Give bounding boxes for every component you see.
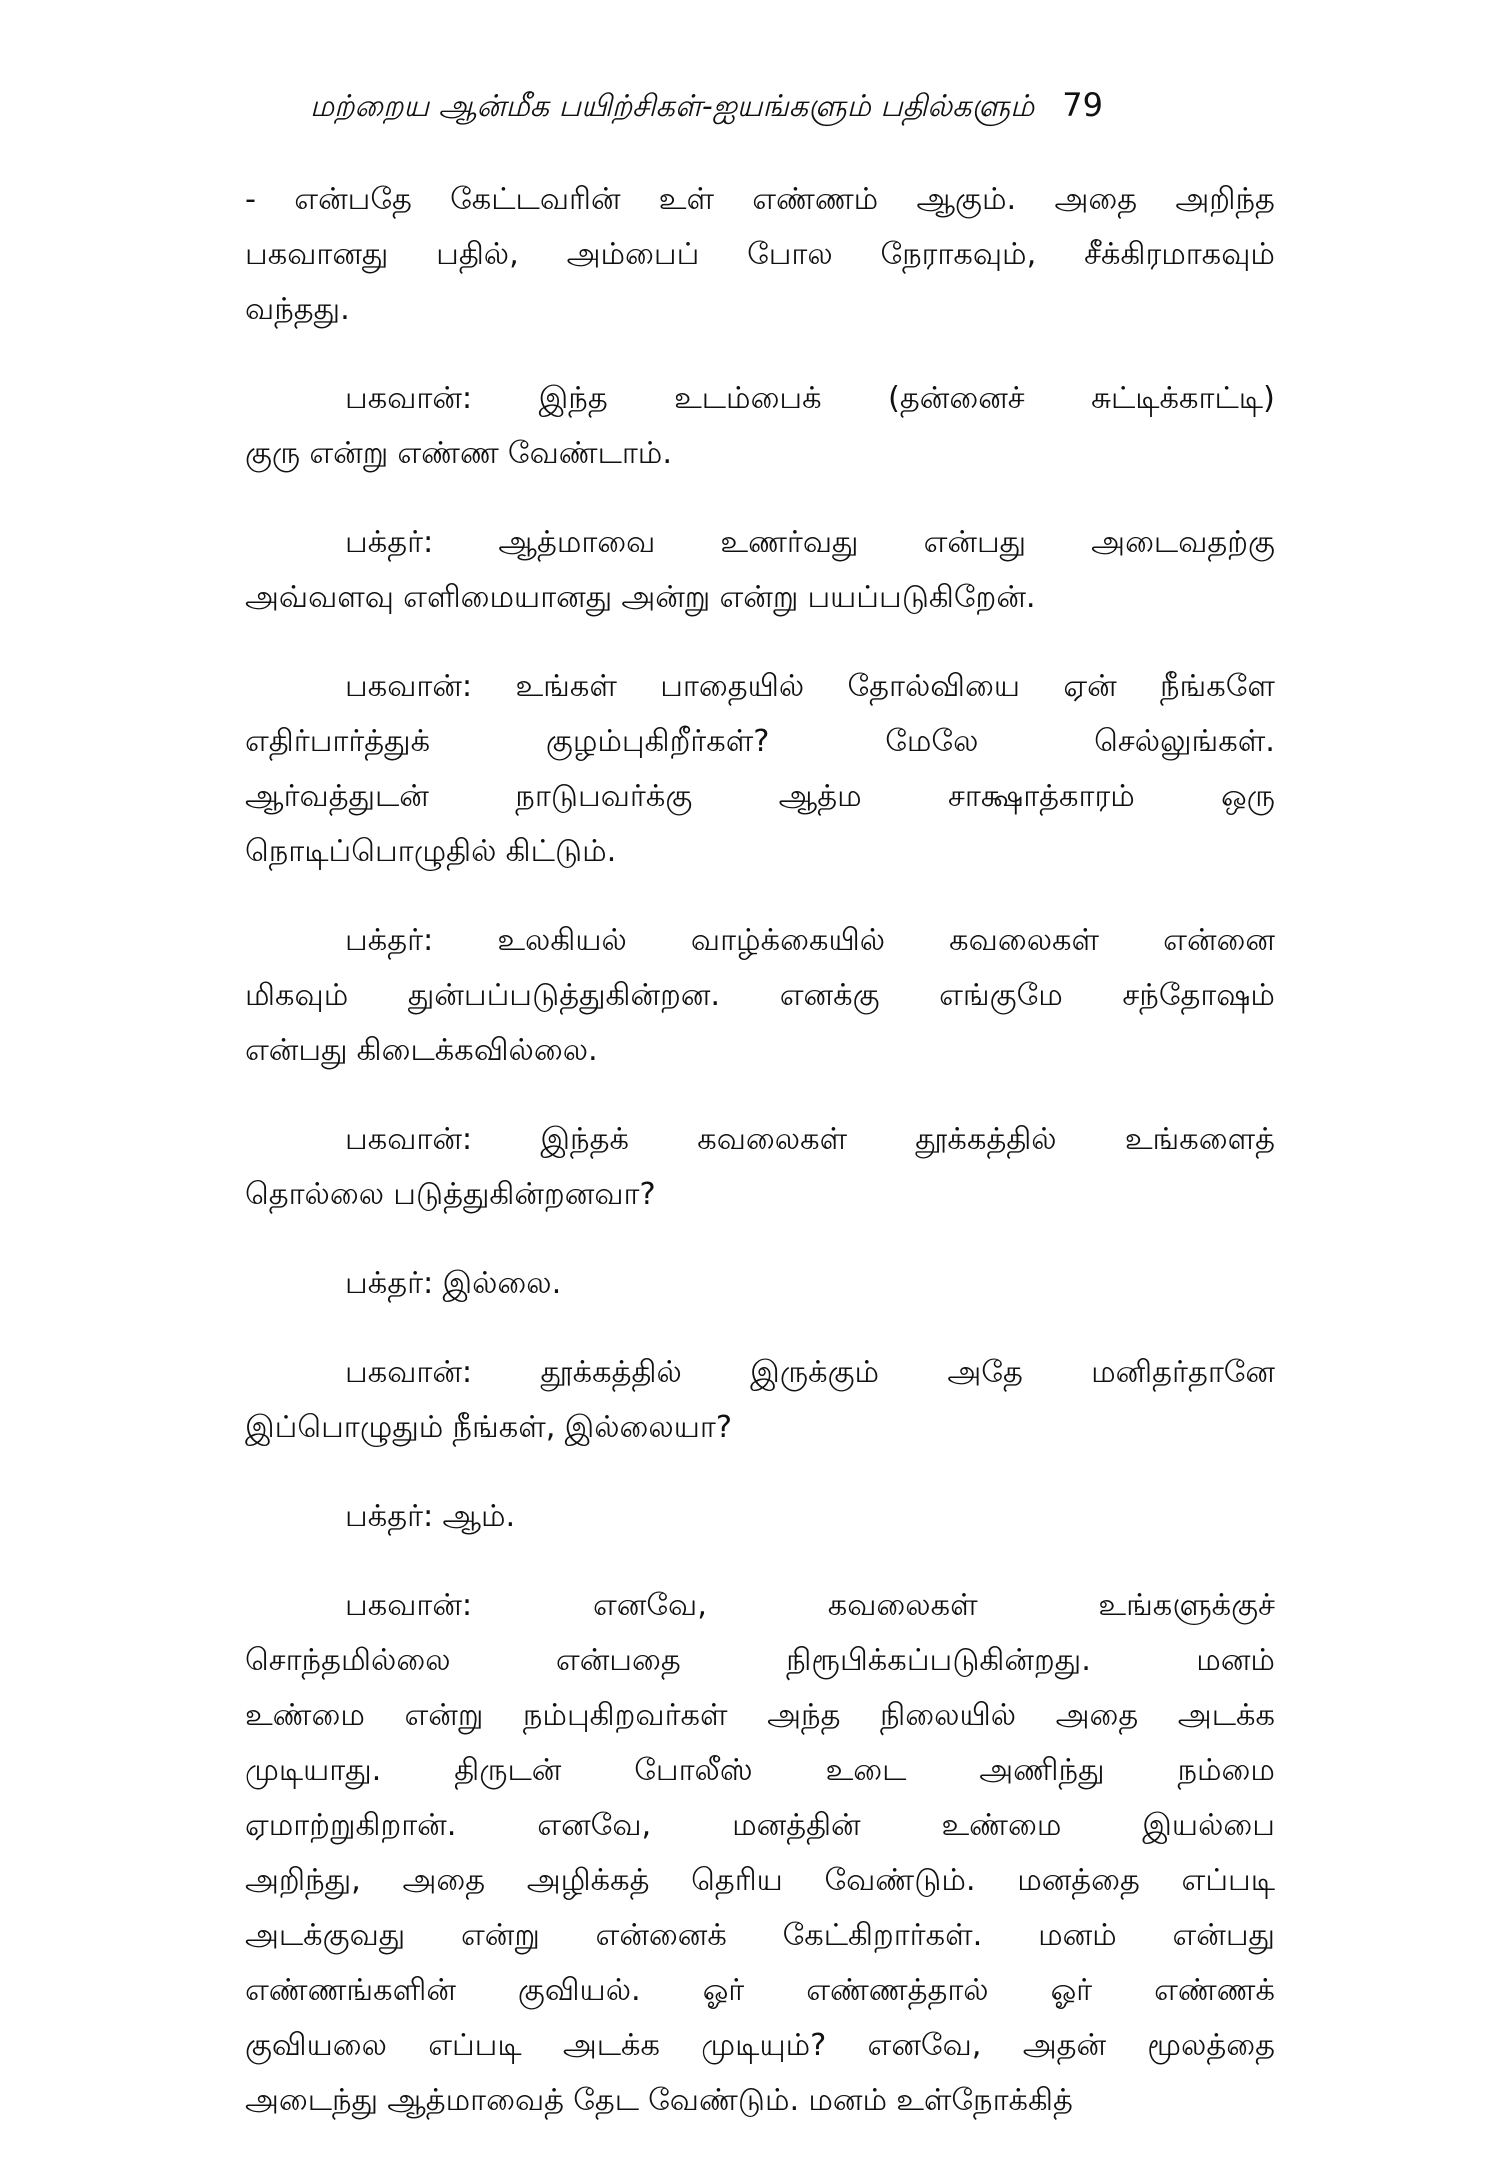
word: ஏன்	[1063, 669, 1117, 704]
text-line	[245, 1266, 1275, 1321]
word: பக்தர்:	[345, 1266, 434, 1301]
text-line	[245, 724, 1275, 779]
word: எனக்கு	[779, 978, 880, 1013]
word: உள்நோக்கித்	[896, 2083, 1073, 2118]
text-line	[245, 1753, 1275, 1808]
word: ஆத்மாவைத்	[387, 2083, 565, 2118]
word: பதில்,	[436, 237, 519, 272]
word: என்பதை	[555, 1643, 681, 1678]
word: கவலைகள்	[697, 1122, 848, 1157]
word: நிலையில்	[880, 1698, 1017, 1733]
word: என்று	[309, 436, 389, 471]
word: பகவான்:	[345, 669, 473, 704]
word: கேட்டவரின்	[450, 182, 621, 217]
word: என்னை	[1163, 923, 1275, 958]
word: மனிதர்தானே	[1091, 1355, 1275, 1390]
word: மனத்தை	[1017, 1863, 1140, 1898]
word: என்று	[460, 1918, 540, 1953]
word: பகவான்:	[345, 381, 473, 416]
word: நாடுபவர்க்கு	[515, 779, 693, 814]
word: அதை	[1055, 1698, 1139, 1733]
word: என்பது	[1172, 1918, 1275, 1953]
word: அடக்குவது	[245, 1918, 406, 1953]
word: உண்மை	[941, 1808, 1062, 1843]
text-line	[245, 1863, 1275, 1918]
word: ஓர்	[702, 1973, 745, 2008]
word: உலகியல்	[497, 923, 627, 958]
word: நீங்கள்,	[452, 1410, 556, 1445]
word: இயல்பை	[1142, 1808, 1275, 1843]
word: பகவான்:	[345, 1122, 473, 1157]
word: எண்ணக்	[1154, 1973, 1275, 2008]
word: குவியலை	[245, 2028, 387, 2063]
word: உடம்பைக்	[674, 381, 822, 416]
word: வந்தது.	[245, 292, 350, 327]
word: சீக்கிரமாகவும்	[1084, 237, 1275, 272]
word: எண்ண	[397, 436, 499, 471]
word: அவ்வளவு	[245, 580, 394, 615]
running-header-title: மற்றைய ஆன்மீக பயிற்சிகள்-ஐயங்களும் பதில்களும்	[310, 89, 1035, 124]
word: அன்று	[621, 580, 711, 615]
word: அறிந்த	[1175, 182, 1275, 217]
word: உடை	[825, 1753, 907, 1788]
running-header	[310, 86, 1270, 146]
word: பக்தர்:	[345, 1499, 434, 1534]
word: ஆத்மாவை	[498, 525, 656, 560]
word: தேட	[573, 2083, 639, 2118]
word: வேண்டும்.	[824, 1863, 976, 1898]
page-number: 79	[1062, 86, 1103, 124]
word: அதன்	[1022, 2028, 1107, 2063]
word: பாதையில்	[660, 669, 805, 704]
text-line	[245, 978, 1275, 1033]
word: நம்மை	[1177, 1753, 1275, 1788]
paragraph	[245, 1499, 1275, 1554]
text-line	[245, 923, 1275, 978]
word: அதை	[1054, 182, 1138, 217]
text-line	[245, 525, 1275, 580]
word: மனம்	[1196, 1643, 1275, 1678]
word: உங்களைத்	[1124, 1122, 1275, 1157]
word: எண்ணங்களின்	[245, 1973, 456, 2008]
text-line	[245, 1033, 1275, 1088]
word: போல	[747, 237, 833, 272]
text-line	[245, 237, 1275, 292]
word: சுட்டிக்காட்டி)	[1091, 381, 1275, 416]
text-line	[245, 2083, 1275, 2138]
word: (தன்னைச்	[888, 381, 1025, 416]
word: கவலைகள்	[827, 1588, 978, 1623]
word: பயப்படுகிறேன்.	[807, 580, 1036, 615]
word: போலீஸ்	[634, 1753, 753, 1788]
word: ஓர்	[1050, 1973, 1093, 2008]
word: உள்	[658, 182, 714, 217]
word: மூலத்தை	[1147, 2028, 1275, 2063]
word: பகவான்:	[345, 1355, 473, 1390]
word: துன்பப்படுத்துகின்றன.	[407, 978, 721, 1013]
paragraph	[245, 923, 1275, 1088]
word: எனவே,	[537, 1808, 652, 1843]
text-line	[245, 1643, 1275, 1698]
text-line	[245, 1355, 1275, 1410]
word: ஆர்வத்துடன்	[245, 779, 429, 814]
word: அடைந்து	[245, 2083, 379, 2118]
word: நம்புகிறவர்கள்	[522, 1698, 728, 1733]
word: முடியாது.	[245, 1753, 382, 1788]
word: வாழ்க்கையில்	[690, 923, 886, 958]
word: அணிந்து	[979, 1753, 1105, 1788]
word: பக்தர்:	[345, 923, 434, 958]
text-line	[245, 292, 1275, 347]
word: உங்களுக்குச்	[1098, 1588, 1275, 1623]
word: அழிக்கத்	[526, 1863, 650, 1898]
word: செல்லுங்கள்.	[1094, 724, 1275, 759]
paragraph	[245, 1588, 1275, 2138]
text-line	[245, 1122, 1275, 1177]
word: மனம்	[1038, 1918, 1117, 1953]
paragraph	[245, 381, 1275, 491]
text-line	[245, 1808, 1275, 1863]
word: தூக்கத்தில்	[540, 1355, 682, 1390]
word: நேராகவும்,	[880, 237, 1037, 272]
word: எதிர்பார்த்துக்	[245, 724, 431, 759]
text-line	[245, 580, 1275, 635]
word: நீங்களே	[1159, 669, 1275, 704]
word: எனவே,	[867, 2028, 982, 2063]
text-line	[245, 1973, 1275, 2028]
word: இப்பொழுதும்	[245, 1410, 444, 1445]
paragraph	[245, 1122, 1275, 1232]
paragraph	[245, 669, 1275, 889]
word: இந்தக்	[540, 1122, 629, 1157]
word: சொந்தமில்லை	[245, 1643, 451, 1678]
word: என்று	[404, 1698, 484, 1733]
word: -	[245, 182, 257, 217]
word: என்பதே	[294, 182, 412, 217]
word: ஆத்ம	[778, 779, 862, 814]
word: ஆம்.	[442, 1499, 516, 1534]
word: அம்பைப்	[566, 237, 700, 272]
word: அடைவதற்கு	[1091, 525, 1275, 560]
word: இல்லை.	[442, 1266, 562, 1301]
word: நொடிப்பொழுதில்	[245, 834, 497, 869]
word: கேட்கிறார்கள்.	[782, 1918, 983, 1953]
text-line	[245, 1588, 1275, 1643]
word: தோல்வியை	[847, 669, 1021, 704]
word: உண்மை	[245, 1698, 365, 1733]
word: கிட்டும்.	[505, 834, 617, 869]
text-line	[245, 1698, 1275, 1753]
word: அதை	[402, 1863, 486, 1898]
word: ஆகும்.	[916, 182, 1017, 217]
page-body	[245, 182, 1275, 2172]
word: இந்த	[538, 381, 608, 416]
word: குவியல்.	[517, 1973, 641, 2008]
word: குழம்புகிறீர்கள்?	[545, 724, 770, 759]
word: அறிந்து,	[245, 1863, 361, 1898]
word: எங்குமே	[939, 978, 1063, 1013]
word: மனத்தின்	[732, 1808, 861, 1843]
word: தெரிய	[691, 1863, 783, 1898]
word: மிகவும்	[245, 978, 349, 1013]
text-line	[245, 834, 1275, 889]
word: மனம்	[808, 2083, 888, 2118]
word: உங்கள்	[515, 669, 617, 704]
word: அடக்க	[562, 2028, 661, 2063]
paragraph	[245, 1355, 1275, 1465]
text-line	[245, 1410, 1275, 1465]
word: மேலே	[885, 724, 979, 759]
word: குரு	[245, 436, 301, 471]
word: அடக்க	[1177, 1698, 1275, 1733]
text-line	[245, 381, 1275, 436]
text-line	[245, 1177, 1275, 1232]
word: சந்தோஷம்	[1122, 978, 1275, 1013]
text-line	[245, 436, 1275, 491]
paragraph	[245, 1266, 1275, 1321]
word: இல்லையா?	[564, 1410, 733, 1445]
text-line	[245, 1918, 1275, 1973]
word: எண்ணத்தால்	[806, 1973, 989, 2008]
word: நிரூபிக்கப்படுகின்றது.	[786, 1643, 1091, 1678]
word: வேண்டாம்.	[507, 436, 673, 471]
word: என்பது	[245, 1033, 348, 1068]
word: எண்ணம்	[752, 182, 879, 217]
word: கவலைகள்	[949, 923, 1100, 958]
text-line	[245, 2028, 1275, 2083]
word: எப்படி	[428, 2028, 522, 2063]
word: பகவான்:	[345, 1588, 473, 1623]
text-line	[245, 1499, 1275, 1554]
word: ஏமாற்றுகிறான்.	[245, 1808, 457, 1843]
word: சாக்ஷாத்காரம்	[948, 779, 1135, 814]
word: படுத்துகின்றனவா?	[393, 1177, 656, 1212]
word: என்னைக்	[595, 1918, 727, 1953]
text-line	[245, 182, 1275, 237]
word: திருடன்	[454, 1753, 562, 1788]
word: பகவானது	[245, 237, 389, 272]
word: கிடைக்கவில்லை.	[356, 1033, 598, 1068]
word: ஒரு	[1221, 779, 1275, 814]
word: தொல்லை	[245, 1177, 385, 1212]
word: அதே	[947, 1355, 1023, 1390]
word: எளிமையானது	[403, 580, 613, 615]
word: எனவே,	[592, 1588, 707, 1623]
word: என்பது	[923, 525, 1027, 560]
text-line	[245, 669, 1275, 724]
word: அந்த	[767, 1698, 841, 1733]
word: முடியும்?	[701, 2028, 827, 2063]
word: பக்தர்:	[345, 525, 434, 560]
word: உணர்வது	[720, 525, 859, 560]
word: தூக்கத்தில்	[915, 1122, 1057, 1157]
word: வேண்டும்.	[648, 2083, 800, 2118]
word: இருக்கும்	[750, 1355, 880, 1390]
paragraph	[245, 182, 1275, 347]
word: என்று	[719, 580, 799, 615]
text-line	[245, 779, 1275, 834]
word: எப்படி	[1181, 1863, 1275, 1898]
paragraph	[245, 525, 1275, 635]
